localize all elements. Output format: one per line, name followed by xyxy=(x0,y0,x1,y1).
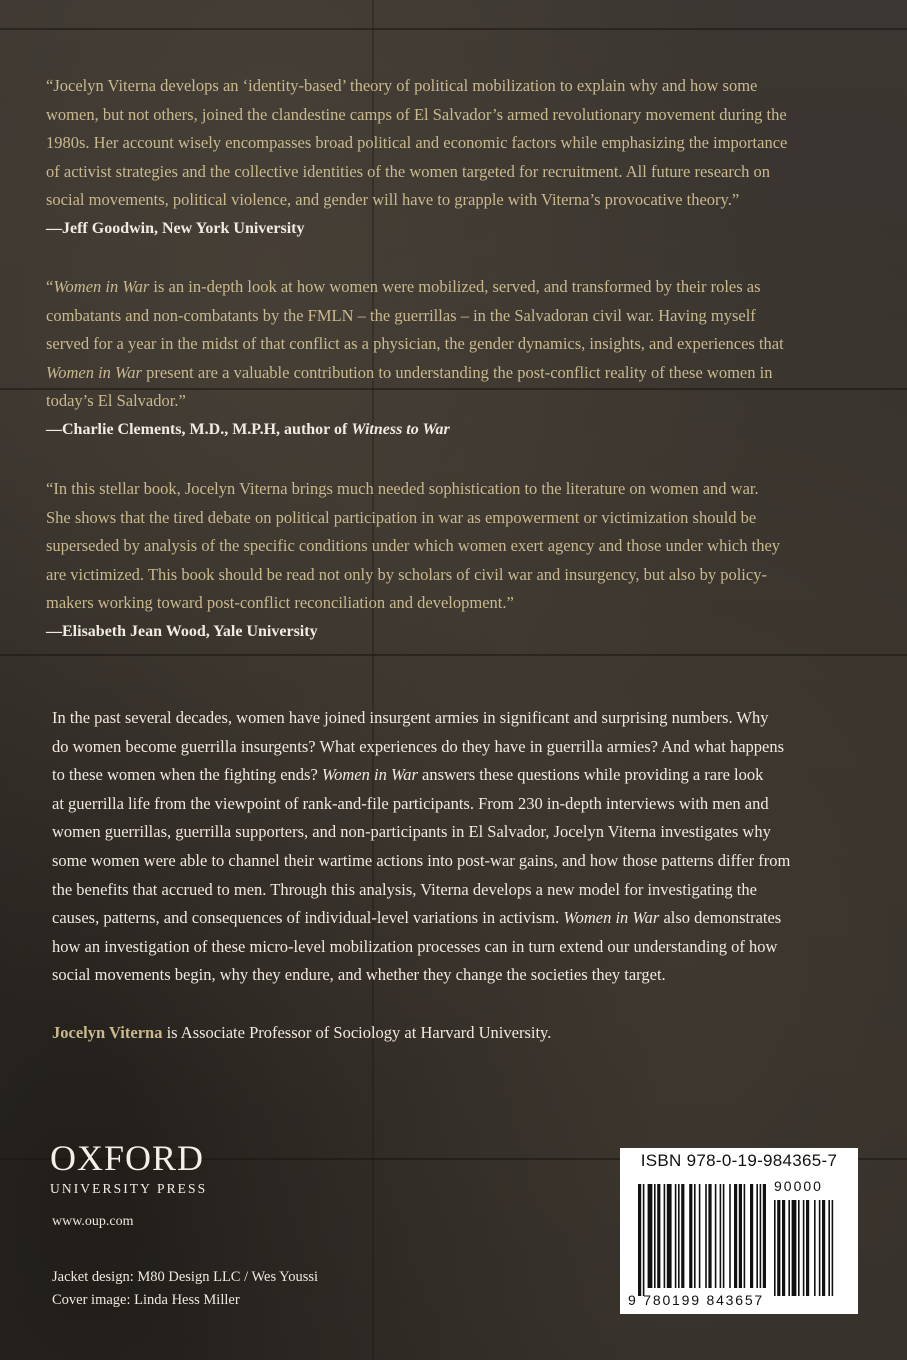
publisher-website[interactable]: www.oup.com xyxy=(52,1214,134,1229)
description-line xyxy=(52,904,870,933)
endorsement-clements xyxy=(46,273,866,444)
author-bio xyxy=(52,1019,870,1047)
barcode-bar xyxy=(638,1184,641,1296)
barcode-bar xyxy=(664,1184,666,1288)
description-line: how an investigation of these micro-level mobilization processes can in turn extend our understanding of how xyxy=(52,936,778,956)
jacket-credit: Jacket design: M80 Design LLC / Wes Youssi xyxy=(52,1269,319,1285)
open-quote: “ xyxy=(46,277,54,296)
endorsement-goodwin xyxy=(46,72,866,243)
description-line: women guerrillas, guerrilla supporters, and non-participants in El Salvador, Jocelyn Viterna investigates why xyxy=(52,822,771,842)
quote-line: makers working toward post-conflict reconciliation and development.” xyxy=(46,593,514,613)
barcode-bar xyxy=(681,1184,684,1288)
quote-line: 1980s. Her account wisely encompasses broad political and economic factors while emphasizing the importance xyxy=(46,133,788,153)
barcode-addon-bar xyxy=(774,1200,776,1296)
description-line: social movements begin, why they endure, and whether they change the societies they target. xyxy=(52,965,666,985)
barcode-addon: 90000 xyxy=(774,1178,823,1194)
barcode-addon-bar xyxy=(798,1200,800,1296)
quote-line: She shows that the tired debate on political participation in war as empowerment or victimization should be xyxy=(46,507,757,527)
quote-line: today’s El Salvador.” xyxy=(46,391,186,411)
logo-sub: UNIVERSITY PRESS xyxy=(50,1181,208,1196)
cover-image-credit: Cover image: Linda Hess Miller xyxy=(52,1292,240,1308)
texture-line xyxy=(0,654,907,656)
barcode-addon-bar xyxy=(814,1200,816,1296)
quote-line: “Jocelyn Viterna develops an ‘identity-based’ theory of political mobilization to explain why and how some xyxy=(46,76,758,95)
barcode-bar xyxy=(643,1184,645,1296)
description-text: to these women when the fighting ends? xyxy=(52,765,322,785)
quote-line: of activist strategies and the collective identities of the women targeted for recruitment. All future research on xyxy=(46,161,771,181)
barcode-addon-bar xyxy=(782,1200,785,1296)
barcode-bar xyxy=(739,1184,742,1288)
barcode-addon-bar xyxy=(788,1200,790,1296)
book-title: Women in War xyxy=(46,362,142,382)
barcode-bar xyxy=(763,1184,766,1288)
publisher-logo xyxy=(50,1140,207,1198)
quote-line xyxy=(46,359,866,388)
isbn-label: ISBN 978-0-19-984365-7 xyxy=(640,1151,838,1170)
quote-line: combatants and non-combatants by the FMLN – the guerrillas – in the Salvadoran civil war. Having myself xyxy=(46,305,756,325)
description-line: do women become guerrilla insurgents? What experiences do they have in guerrilla armies? And what happens xyxy=(52,736,785,756)
barcode-bar xyxy=(699,1184,701,1288)
description-text: causes, patterns, and consequences of individual-level variations in activism. xyxy=(52,908,564,928)
texture-line xyxy=(0,28,907,30)
barcode-bar xyxy=(657,1184,660,1288)
barcode-bar xyxy=(734,1184,737,1288)
barcode-bar xyxy=(756,1184,758,1288)
barcode-bars xyxy=(620,1148,858,1314)
quote-line: superseded by analysis of the specific conditions under which women exert agency and those under which they xyxy=(46,536,781,556)
barcode xyxy=(620,1148,858,1314)
book-title: Women in War xyxy=(321,765,418,785)
description-text: also demonstrates xyxy=(659,908,782,928)
barcode-addon-bar xyxy=(777,1200,780,1296)
book-description xyxy=(52,704,870,990)
barcode-bar xyxy=(760,1184,762,1288)
author-name: Jocelyn Viterna xyxy=(52,1023,163,1042)
barcode-bar xyxy=(689,1184,692,1288)
attribution-text: —Charlie Clements, M.D., M.P.H, author of xyxy=(46,420,352,438)
credits xyxy=(52,1266,318,1312)
barcode-bar xyxy=(729,1184,731,1288)
quote-line: “In this stellar book, Jocelyn Viterna brings much needed sophistication to the literature on women and war. xyxy=(46,479,759,498)
barcode-addon-bar xyxy=(792,1200,797,1296)
barcode-bar xyxy=(750,1184,753,1288)
barcode-addon-bar xyxy=(832,1200,834,1296)
barcode-bar xyxy=(715,1184,717,1288)
barcode-addon-bar xyxy=(803,1200,805,1296)
barcode-addon-bar xyxy=(819,1200,821,1296)
barcode-bar xyxy=(708,1184,711,1288)
attribution: —Elisabeth Jean Wood, Yale University xyxy=(46,622,318,640)
barcode-addon-bar xyxy=(806,1200,809,1296)
barcode-addon-bar xyxy=(822,1200,825,1296)
author-bio-text: is Associate Professor of Sociology at Harvard University. xyxy=(162,1023,552,1042)
barcode-bar xyxy=(667,1184,672,1288)
logo-main: OXFORD xyxy=(50,1138,205,1178)
quote-text: is an in-depth look at how women were mobilized, served, and transformed by their roles as xyxy=(153,277,761,296)
description-line: at guerrilla life from the viewpoint of rank-and-file participants. From 230 in-depth interviews with men and xyxy=(52,793,769,813)
barcode-bar xyxy=(723,1184,725,1288)
quote-line: are victimized. This book should be read not only by scholars of civil war and insurgency, but also by policy- xyxy=(46,564,767,584)
barcode-bar xyxy=(720,1184,722,1288)
book-title: Women in War xyxy=(53,277,150,296)
quote-line: women, but not others, joined the clandestine camps of El Salvador’s armed revolutionary movement during the xyxy=(46,104,787,124)
barcode-digits: 9 780199 843657 xyxy=(628,1292,764,1308)
attribution-book-title: Witness to War xyxy=(351,420,450,438)
book-title: Women in War xyxy=(563,908,660,928)
barcode-bar xyxy=(744,1184,746,1288)
attribution: —Jeff Goodwin, New York University xyxy=(46,219,305,237)
quote-line: social movements, political violence, and gender will have to grapple with Viterna’s provocative theory.” xyxy=(46,190,740,210)
description-line: In the past several decades, women have joined insurgent armies in significant and surprising numbers. Why xyxy=(52,708,769,727)
barcode-addon-bar xyxy=(828,1200,830,1296)
quote-line: served for a year in the midst of that conflict as a physician, the gender dynamics, insights, and experiences that xyxy=(46,334,784,354)
description-line: some women were able to channel their wartime actions into post-war gains, and how those patterns differ from xyxy=(52,850,791,870)
barcode-bar xyxy=(675,1184,677,1288)
quote-line xyxy=(46,273,866,302)
attribution xyxy=(46,416,866,444)
barcode-bar xyxy=(694,1184,696,1288)
endorsement-wood xyxy=(46,475,866,646)
description-text: answers these questions while providing a rare look xyxy=(417,765,764,785)
barcode-bar xyxy=(678,1184,680,1288)
barcode-bar xyxy=(648,1184,653,1288)
barcode-bar xyxy=(654,1184,656,1288)
description-line xyxy=(52,761,870,790)
description-line: the benefits that accrued to men. Through this analysis, Viterna develops a new model for investigating the xyxy=(52,879,757,899)
quote-text: present are a valuable contribution to understanding the post-conflict reality of these women in xyxy=(146,362,773,382)
barcode-bar xyxy=(705,1184,707,1288)
